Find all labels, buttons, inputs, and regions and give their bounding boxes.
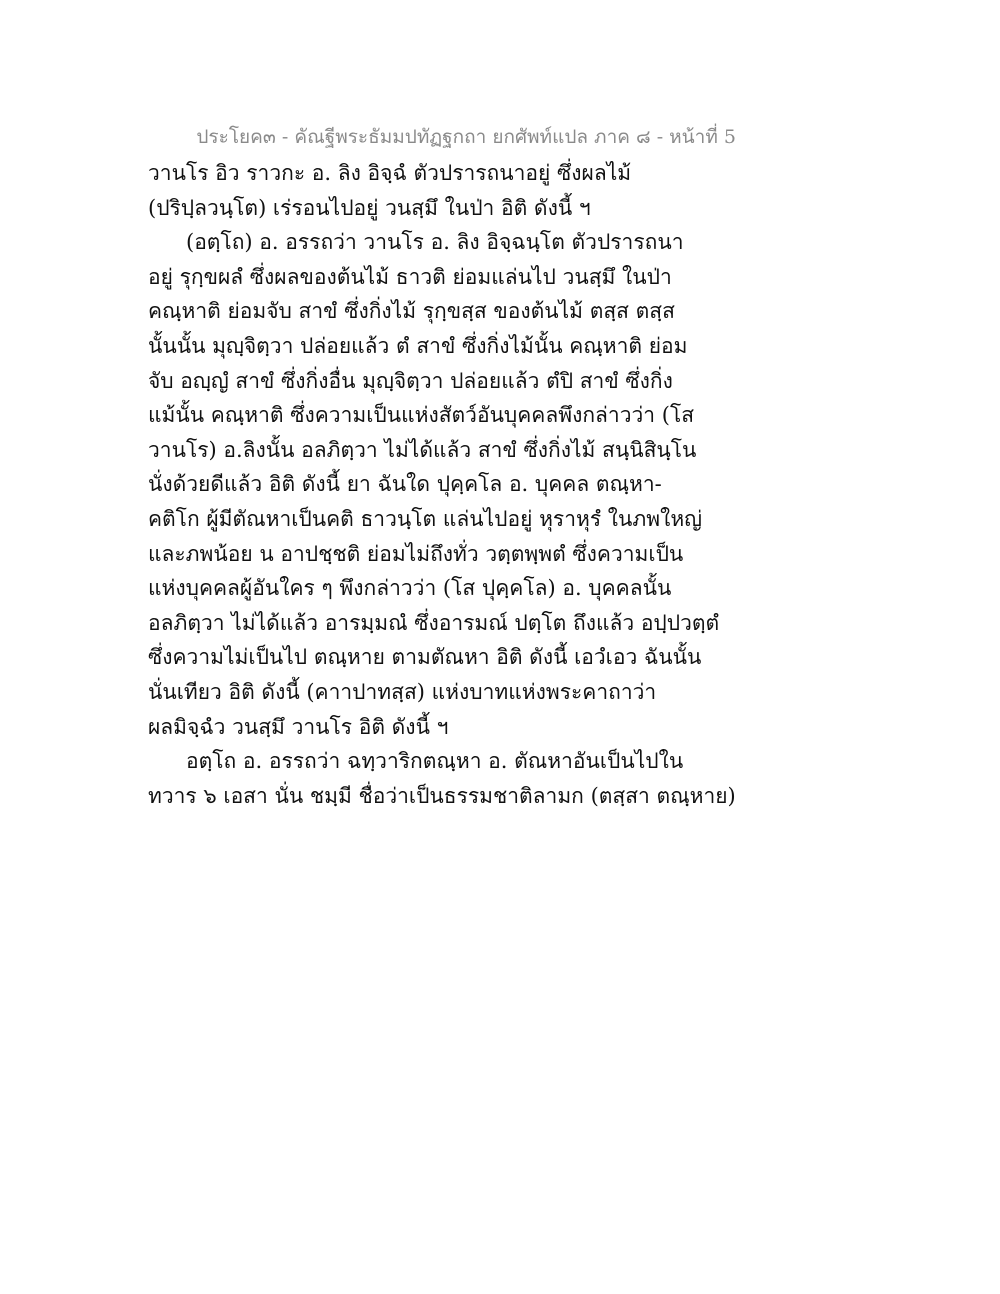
text-line: วานโร อิว ราวกะ อ. ลิง อิจฺฉํ ตัวปรารถนาอยู่ ซึ่งผลไม้ xyxy=(148,161,632,185)
text-line: ผลมิจฺฉํว วนสฺมึ วานโร อิติ ดังนี้ ฯ xyxy=(148,714,449,739)
text-line: ทวาร ๖ เอสา นั่น ชมฺมี ชื่อว่าเป็นธรรมชาติลามก (ตสฺสา ตณฺหาย) xyxy=(148,783,736,808)
text-line: ซึ่งความไม่เป็นไป ตณฺหาย ตามตัณหา อิติ ดังนี้ เอวํเอว ฉันนั้น xyxy=(148,645,702,670)
paragraph-first-line: (อตฺโถ) อ. อรรถว่า วานโร อ. ลิง อิจฺฉนฺโต ตัวปรารถนา xyxy=(186,230,684,255)
text-line: อลภิตฺวา ไม่ได้แล้ว อารมฺมณํ ซึ่งอารมณ์ ปตฺโต ถึงแล้ว อปฺปวตฺตํ xyxy=(148,610,720,635)
text-line: นั่งด้วยดีแล้ว อิติ ดังนี้ ยา ฉันใด ปุคฺคโล อ. บุคคล ตณฺหา- xyxy=(148,472,662,497)
text-line: แห่งบุคคลผู้อันใคร ๆ พึงกล่าวว่า (โส ปุคฺคโล) อ. บุคคลนั้น xyxy=(148,576,672,601)
body-text xyxy=(148,156,748,813)
text-line: (ปริปฺลวนฺโต) เร่รอนไปอยู่ วนสฺมึ ในป่า อิติ ดังนี้ ฯ xyxy=(148,195,591,220)
text-line: คติโก ผู้มีตัณหาเป็นคติ ธาวนฺโต แล่นไปอยู่ หุราหุรํ ในภพใหญ่ xyxy=(148,506,703,531)
text-line: และภพน้อย น อาปชฺชติ ย่อมไม่ถึงทั่ว วตฺตพฺพตํ ซึ่งความเป็น xyxy=(148,541,684,566)
running-header: ประโยค๓ - คัณฐีพระธัมมปทัฏฐกถา ยกศัพท์แปล ภาค ๘ - หน้าที่ 5 xyxy=(196,126,736,148)
text-line: คณฺหาติ ย่อมจับ สาขํ ซึ่งกิ่งไม้ รุกฺขสฺส ของต้นไม้ ตสฺส ตสฺส xyxy=(148,299,675,324)
text-line: อยู่ รุกฺขผลํ ซึ่งผลของต้นไม้ ธาวติ ย่อมแล่นไป วนสฺมึ ในป่า xyxy=(148,264,672,289)
text-line: วานโร) อ.ลิงนั้น อลภิตฺวา ไม่ได้แล้ว สาขํ ซึ่งกิ่งไม้ สนฺนิสินฺโน xyxy=(148,437,697,462)
text-line: แม้นั้น คณฺหาติ ซึ่งความเป็นแห่งสัตว์อันบุคคลพึงกล่าวว่า (โส xyxy=(148,403,695,428)
text-line: นั่นเทียว อิติ ดังนี้ (คาาปาทสฺส) แห่งบาทแห่งพระคาถาว่า xyxy=(148,679,657,704)
text-line: นั้นนั้น มุญฺจิตฺวา ปล่อยแล้ว ตํ สาขํ ซึ่งกิ่งไม้นั้น คณฺหาติ ย่อม xyxy=(148,333,688,358)
paragraph-first-line: อตฺโถ อ. อรรถว่า ฉทฺวาริกตณฺหา อ. ตัณหาอันเป็นไปใน xyxy=(186,749,684,774)
text-line: จับ อญฺญํ สาขํ ซึ่งกิ่งอื่น มุญฺจิตฺวา ปล่อยแล้ว ตํปิ สาขํ ซึ่งกิ่ง xyxy=(148,368,673,393)
